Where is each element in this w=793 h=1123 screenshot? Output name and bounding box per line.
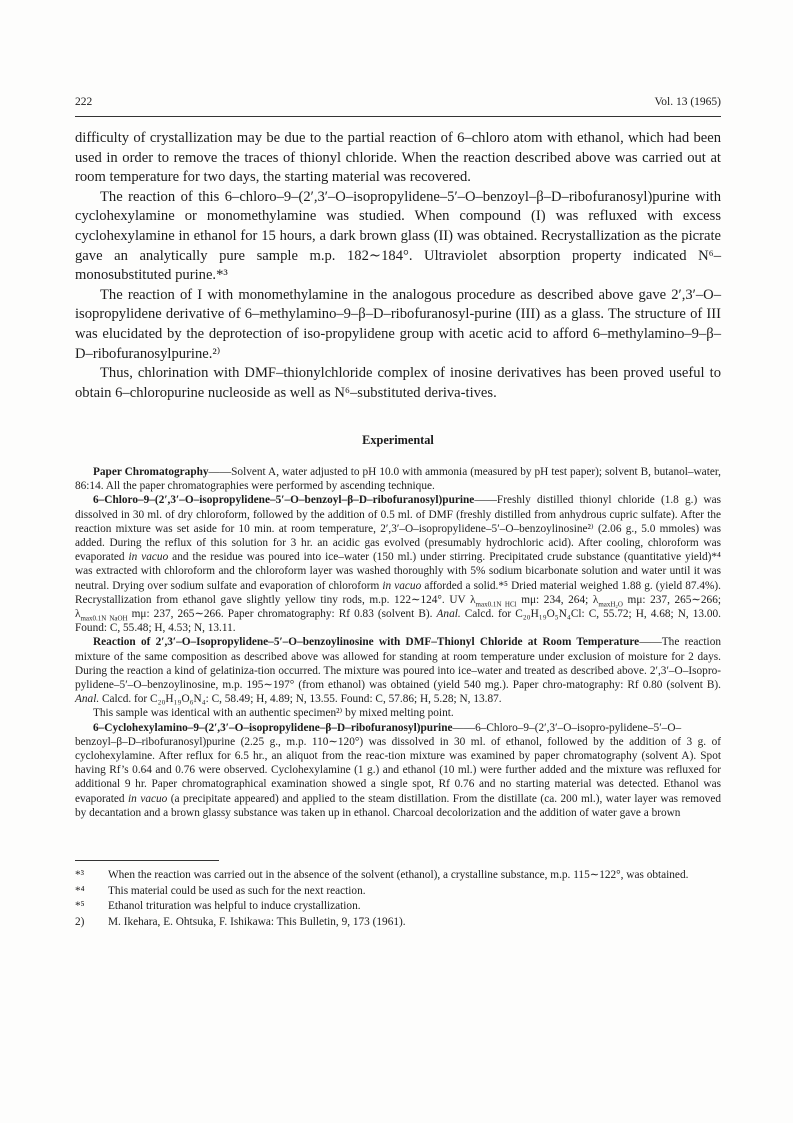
reference-mark: 2) [75, 915, 85, 928]
reference: 2) M. Ikehara, E. Ohtsuka, F. Ishikawa: This Bulletin, 9, 173 (1961). [75, 915, 721, 931]
paragraph: 6–Cyclohexylamino–9–(2′,3′–O–isopropylidene–β–D–ribofuranosyl)purine——6–Chloro–9–(2′,3′–O–isopro-pylidene–5′–O–benzoyl–β–D–ribofuranosyl)purine (2.25 g., m.p. 110∼120°) was dissolved in 30 ml. of ethanol, followed by the addition of 3 g. of cyclohexylamine. After reflux for 6.5 hr., an aliquot from the reac-tion mixture was examined by paper chromatography (solvent A). Spot having Rf’s 0.64 and 0.76 were observed. Cyclohexylamine (1 g.) and ethanol (10 ml.) were further added and the mixture was refluxed for additional 9 hr. Paper chromatographical examination showed a single spot, Rf 0.76 and no starting material was detected. Ethanol was evaporated in vacuo (a precipitate appeared) and applied to the steam distillation. From the distillate (ca. 200 ml.), water layer was removed by decantation and a brown glassy substance was taken up in ethanol. Charcoal decolorization and the addition of water gave a brown [75, 721, 721, 819]
paragraph: The reaction of this 6–chloro–9–(2′,3′–O–isopropylidene–5′–O–benzoyl–β–D–ribofuranosyl)purine with cyclohexylamine or monomethylamine was studied. When compound (I) was refluxed with excess cyclohexylamine in ethanol for 15 hours, a dark brown glass (II) was obtained. Recrystallization as the picrate gave an analytically pure sample m.p. 182∼184°. Ultraviolet absorption property indicated N⁶–monosubstituted purine.*³ [75, 188, 721, 284]
page-number: 222 [75, 96, 93, 108]
paragraph: 6–Chloro–9–(2′,3′–O–isopropylidene–5′–O–benzoyl–β–D–ribofuranosyl)purine——Freshly distilled thionyl chloride (1.8 g.) was dissolved in 30 ml. of dry chloroform, followed by the addition of 0.5 ml. of DMF (freshly distilled from anhydrous cupric sulfate). After the reaction mixture was set aside for 10 min. at room temperature, 2′,3′–O–isopropylidene–5′–O–benzoylinosine²⁾ (2.06 g., 5.0 mmoles) was added. During the reflux of this solution for 3 hr. an acidic gas evolved (presumably hydrochloric acid). After cooling, chloroform was evaporated in vacuo and the residue was poured into ice–water (150 ml.) under stirring. Precipitated crude substance (quantitative yield)*⁴ was extracted with chloroform and the chloroform layer was washed thoroughly with 5% sodium bicarbonate solution and water until it was neutral. Drying over sodium sulfate and evaporation of chloroform in vacuo afforded a solid.*⁵ Dried material weighed 1.88 g. (yield 87.4%). Recrystallization from ethanol gave slightly yellow tiny rods, m.p. 122∼124°. UV $\lambda_{max0.1N HCl}$ mμ: 234, 264; $\lambda_{maxH_2O}$ mμ: 237, 265∼266; $\lambda_{max0.1N NaOH}$ mμ: 237, 265∼266. Paper chromatography: Rf 0.83 (solvent B). Anal. Calcd. for C₂₀H₁₉O₅N₄Cl: C, 55.72; H, 4.68; N, 13.00. Found: C, 55.48; H, 4.53; N, 13.11. [75, 494, 721, 635]
paragraph: difficulty of crystallization may be due to the partial reaction of 6–chloro atom with ethanol, which had been used in order to remove the traces of thionyl chloride. When the reaction described above was carried out at room temperature for two days, the starting material was recovered. [75, 130, 721, 186]
paragraph: Thus, chlorination with DMF–thionylchloride complex of inosine derivatives has been proved useful to obtain 6–chloropurine nucleoside as well as N⁶–substituted deriva-tives. [75, 365, 721, 401]
paragraph-heading: Paper Chromatography [93, 466, 209, 478]
paragraph: Reaction of 2′,3′–O–Isopropylidene–5′–O–benzoylinosine with DMF–Thionyl Chloride at Room Temperature——The reaction mixture of the same composition as described above was allowed for standing at room temperature under exclusion of moisture for 2 days. During the reaction a kind of gelatiniza-tion occurred. The mixture was poured into ice–water and treated as described above. 2′,3′–O–Isopro-pylidene–5′–O–benzoylinosine, m.p. 195∼197° (from ethanol) was obtained (yield 540 mg.). Paper chro-matography: Rf 0.80 (solvent B). Anal. Calcd. for C₂₀H₁₉O₆N₄: C, 58.49; H, 4.89; N, 13.55. Found: C, 57.86; H, 5.28; N, 13.87. [75, 636, 721, 706]
footnote: *⁵ Ethanol trituration was helpful to induce crystallization. [75, 899, 721, 915]
header-rule [75, 116, 721, 117]
footnote-mark: *³ [75, 869, 85, 881]
paragraph-heading: 6–Cyclohexylamino–9–(2′,3′–O–isopropylidene–β–D–ribofuranosyl)purine [93, 721, 453, 734]
footnote-rule [75, 860, 219, 861]
section-title: Experimental [362, 433, 434, 447]
footnote: *³ When the reaction was carried out in the absence of the solvent (ethanol), a crystalline substance, m.p. 115∼122°, was obtained. [75, 868, 721, 884]
footnote-mark: *⁴ [75, 884, 85, 897]
paragraph: This sample was identical with an authentic specimen²⁾ by mixed melting point. [93, 707, 454, 720]
footnote: *⁴ This material could be used as such for the next reaction. [75, 884, 721, 900]
experimental-section [75, 465, 721, 820]
paragraph-heading: 6–Chloro–9–(2′,3′–O–isopropylidene–5′–O–benzoyl–β–D–ribofuranosyl)purine [93, 494, 475, 507]
running-head [75, 96, 721, 108]
volume-label: Vol. 13 (1965) [654, 96, 721, 108]
body-text [75, 129, 721, 403]
footnote-mark: *⁵ [75, 900, 85, 912]
paragraph-heading: Reaction of 2′,3′–O–Isopropylidene–5′–O–benzoylinosine with DMF–Thionyl Chloride at Room Temperature [93, 636, 640, 649]
paragraph: Paper Chromatography——Solvent A, water adjusted to pH 10.0 with ammonia (measured by pH test paper); solvent B, butanol–water, 86:14. All the paper chromatographies were performed by ascending technique. [75, 466, 721, 493]
footnotes [75, 868, 721, 930]
paragraph: The reaction of I with monomethylamine in the analogous procedure as described above gave 2′,3′–O–isopropylidene derivative of 6–methylamino–9–β–D–ribofuranosyl-purine (III) as a glass. The structure of III was elucidated by the deprotection of iso-propylidene group with acetic acid to afford 6–methylamino–9–β–D–ribofuranosylpurine.²⁾ [75, 286, 721, 362]
